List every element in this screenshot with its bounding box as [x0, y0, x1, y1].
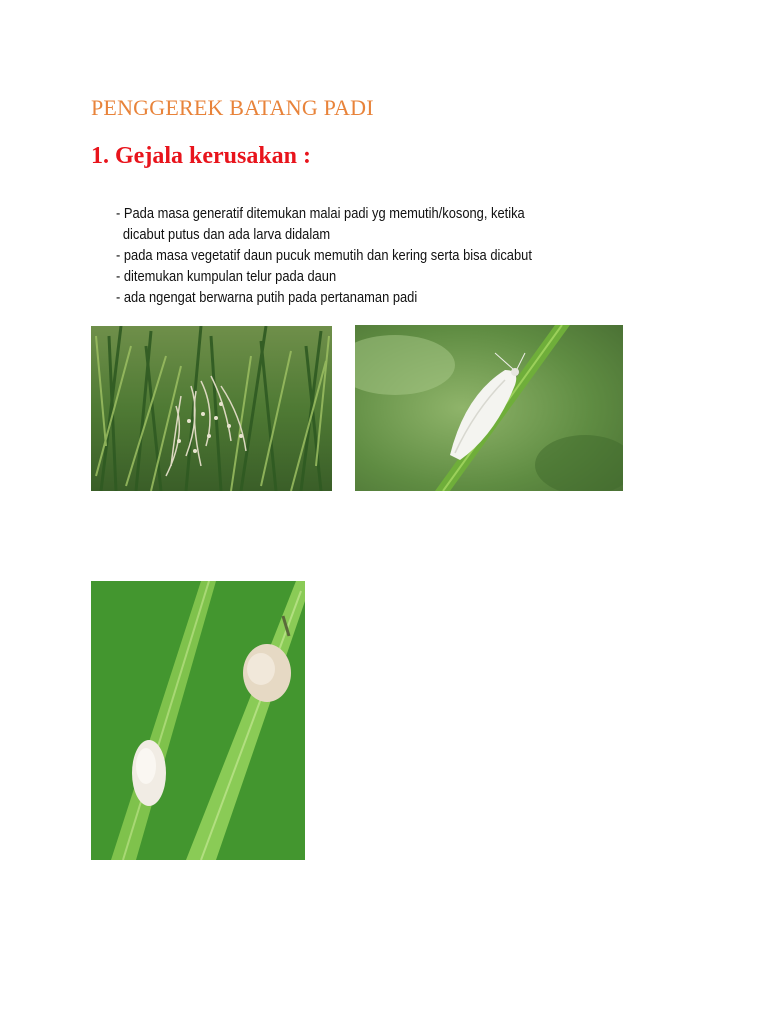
- symptom-item: - pada masa vegetatif daun pucuk memutih dan kering serta bisa dicabut: [116, 247, 532, 264]
- symptom-item: - ditemukan kumpulan telur pada daun: [116, 268, 337, 285]
- symptom-list: [116, 203, 600, 308]
- egg-mass-photo: [91, 581, 305, 860]
- symptom-item: - ada ngengat berwarna putih pada pertanaman padi: [116, 289, 418, 306]
- white-moth-photo: [355, 325, 623, 491]
- section-heading: 1. Gejala kerusakan :: [91, 143, 312, 169]
- page-title: PENGGEREK BATANG PADI: [91, 95, 374, 120]
- symptom-item: - Pada masa generatif ditemukan malai padi yg memutih/kosong, ketika: [116, 205, 525, 222]
- rice-whitehead-photo: [91, 326, 332, 491]
- symptom-item: dicabut putus dan ada larva didalam: [122, 226, 331, 243]
